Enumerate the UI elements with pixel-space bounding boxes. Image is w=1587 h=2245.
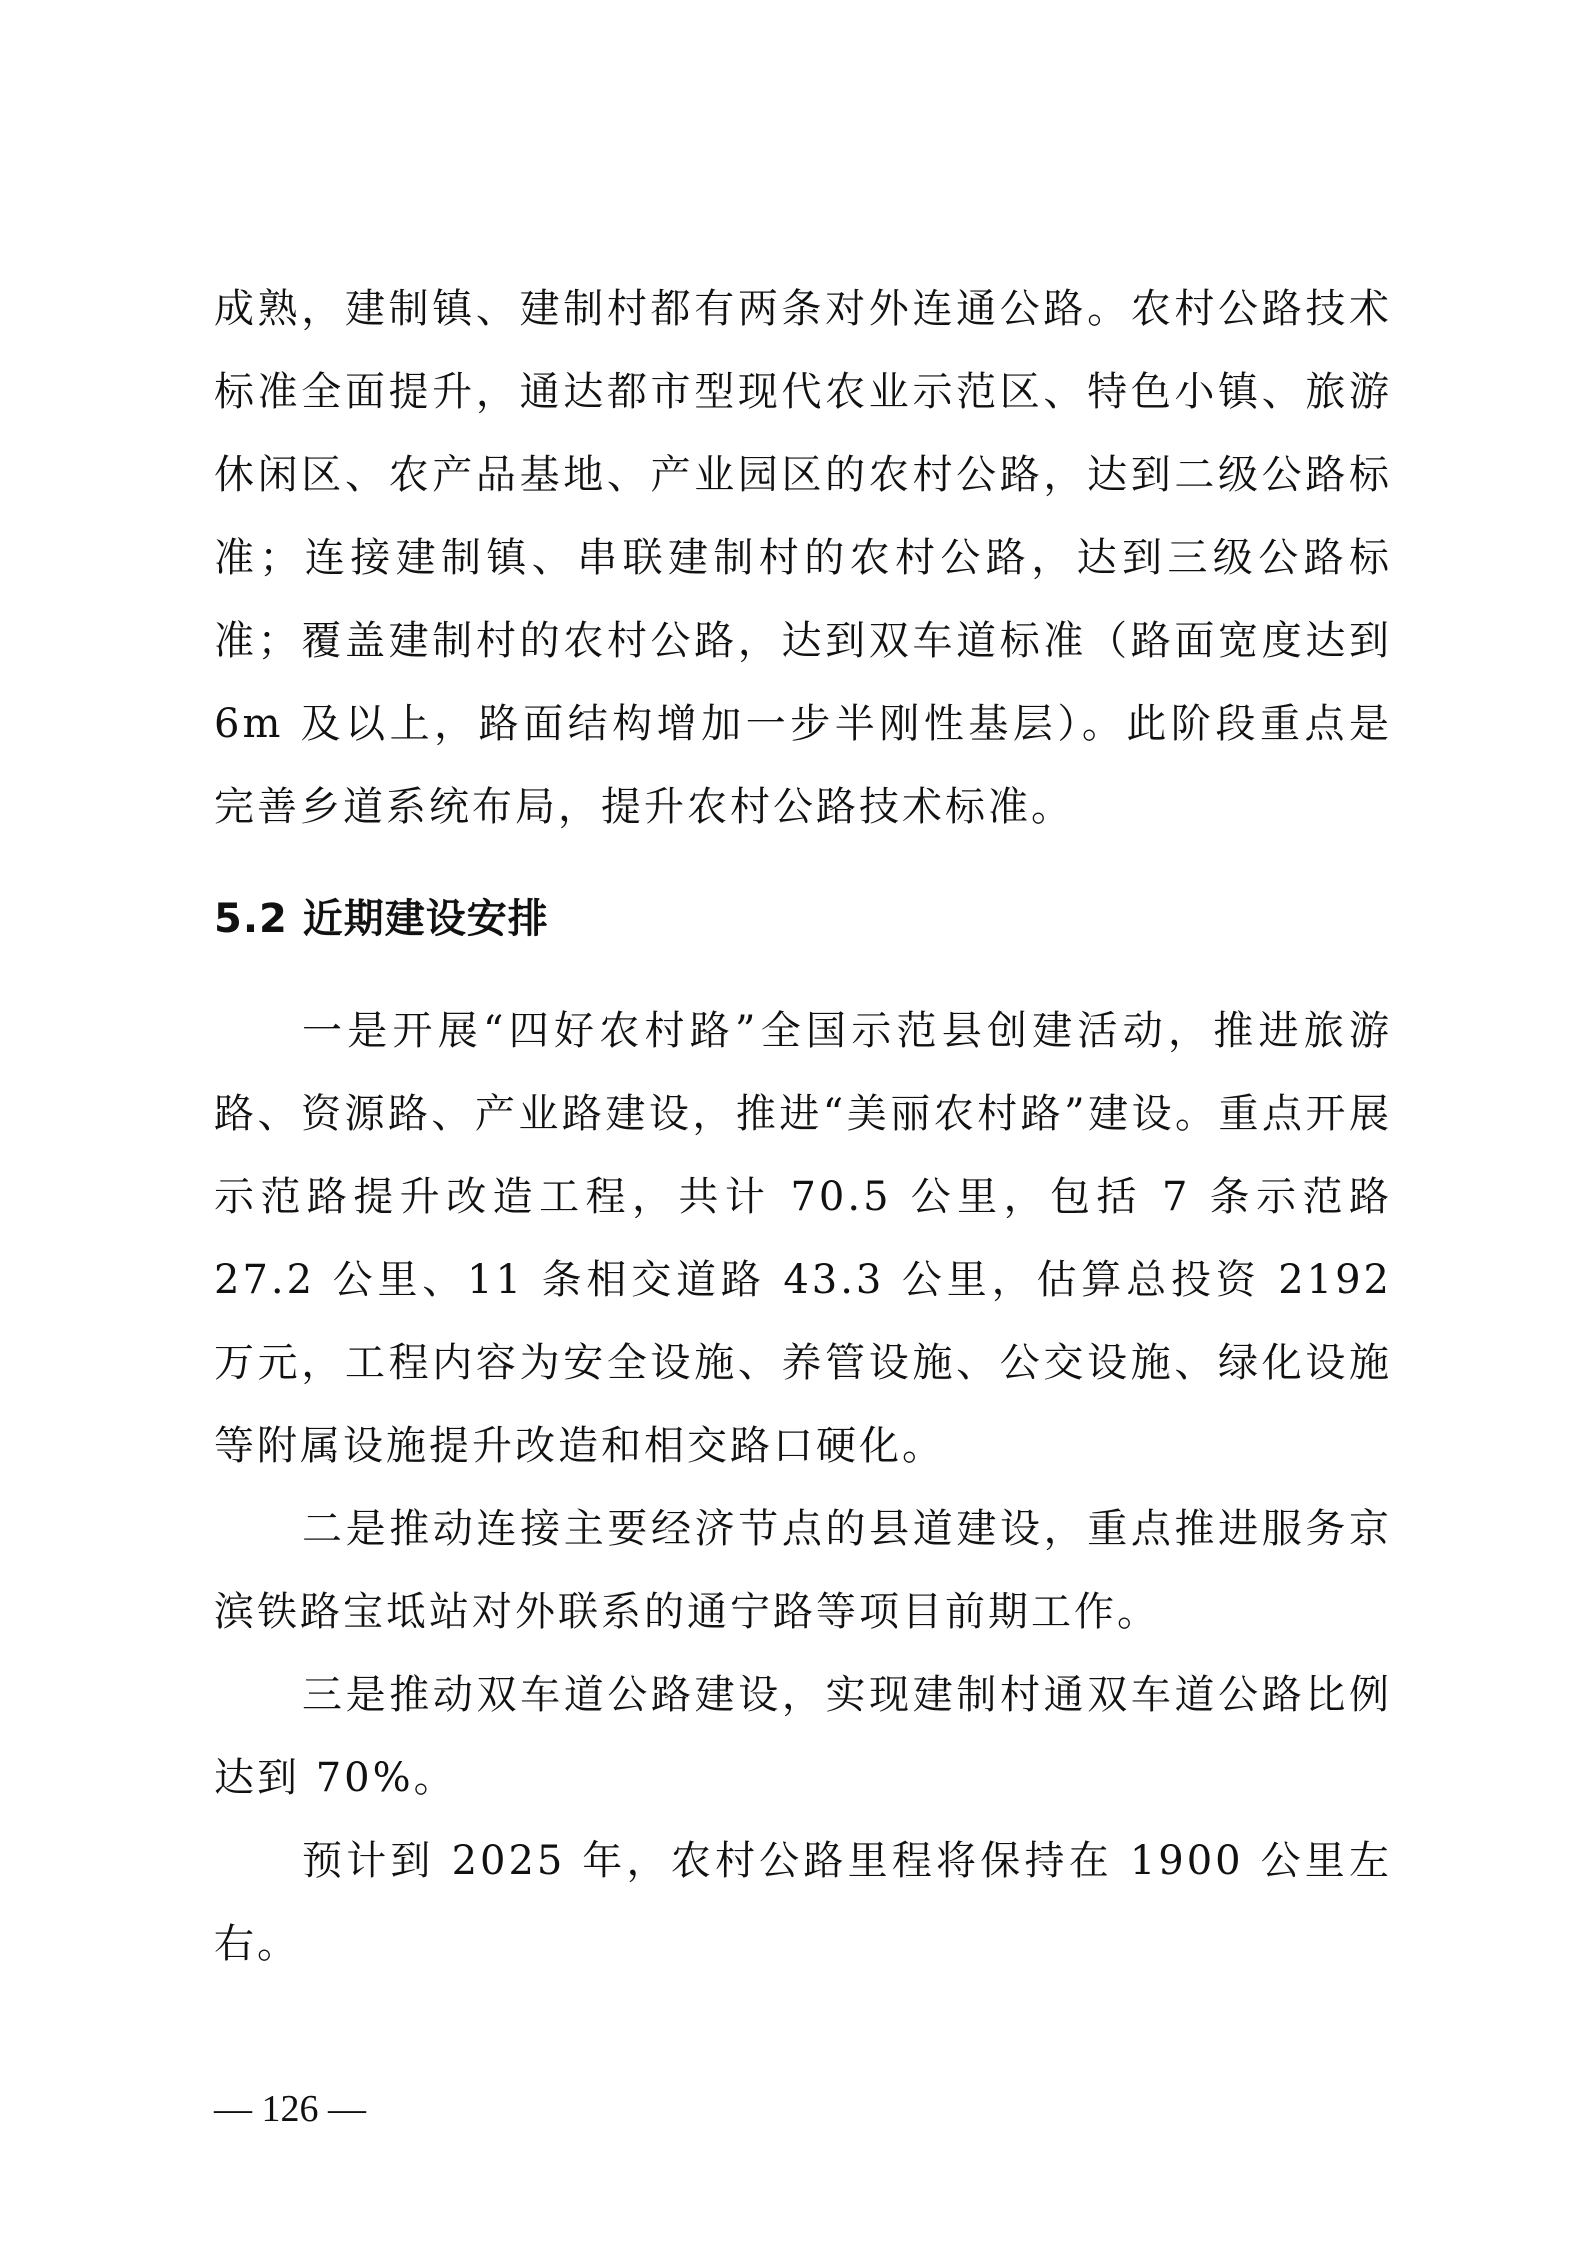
section-body	[214, 990, 1392, 1986]
page-number: — 126 —	[214, 2088, 366, 2130]
paragraph-2: 二是推动连接主要经济节点的县道建设，重点推进服务京滨铁路宝坻站对外联系的通宁路等项目前期工作。	[214, 1506, 1392, 1635]
paragraph-4: 预计到 2025 年，农村公路里程将保持在 1900 公里左右。	[214, 1838, 1392, 1967]
paragraph-1: 一是开展“四好农村路”全国示范县创建活动，推进旅游路、资源路、产业路建设，推进“美丽农村路”建设。重点开展示范路提升改造工程，共计 70.5 公里，包括 7 条示范路 27.2 公里、11 条相交道路 43.3 公里，估算总投资 2192 万元，工程内容为安全设施、养管设施、公交设施、绿化设施等附属设施提升改造和相交路口硬化。	[214, 1008, 1392, 1469]
section-heading: 5.2 近期建设安排	[214, 896, 549, 942]
paragraph-3: 三是推动双车道公路建设，实现建制村通双车道公路比例达到 70%。	[214, 1672, 1392, 1801]
continuation-paragraph: 成熟，建制镇、建制村都有两条对外连通公路。农村公路技术标准全面提升，通达都市型现代农业示范区、特色小镇、旅游休闲区、农产品基地、产业园区的农村公路，达到二级公路标准；连接建制镇、串联建制村的农村公路，达到三级公路标准；覆盖建制村的农村公路，达到双车道标准（路面宽度达到 6m 及以上，路面结构增加一步半刚性基层）。此阶段重点是完善乡道系统布局，提升农村公路技术标准。	[214, 286, 1392, 830]
